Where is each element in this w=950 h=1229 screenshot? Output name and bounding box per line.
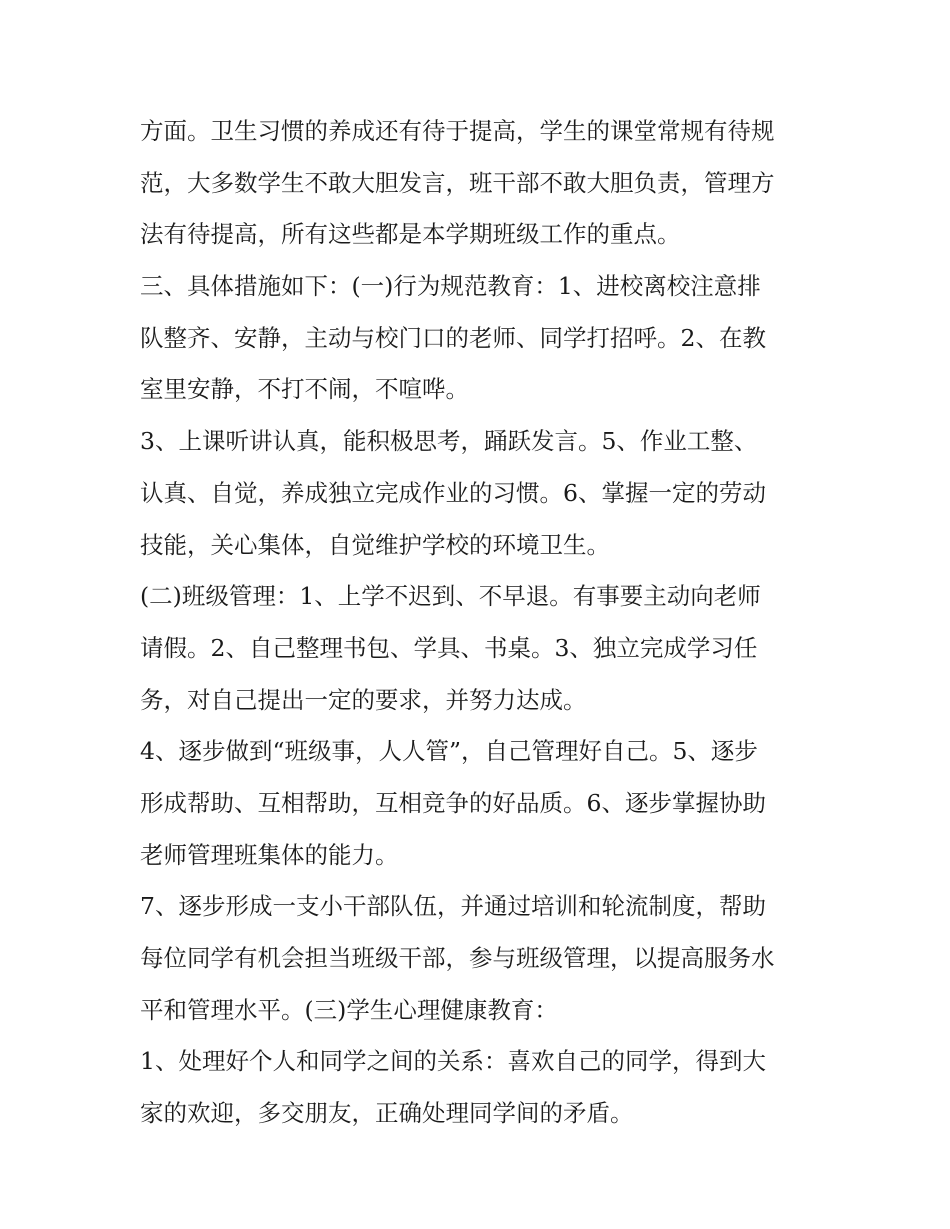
text-line: 认真、自觉，养成独立完成作业的习惯。6、掌握一定的劳动 xyxy=(140,478,766,507)
text-line: 法有待提高，所有这些都是本学期班级工作的重点。 xyxy=(140,220,681,249)
text-line: 技能，关心集体，自觉维护学校的环境卫生。 xyxy=(140,530,610,559)
text-line: 队整齐、安静，主动与校门口的老师、同学打招呼。2、在教 xyxy=(140,323,766,352)
text-line: 平和管理水平。(三)学生心理健康教育： xyxy=(140,995,558,1024)
text-line: 范，大多数学生不敢大胆发言，班干部不敢大胆负责，管理方 xyxy=(140,168,775,197)
text-line: 室里安静，不打不闹，不喧哗。 xyxy=(140,375,469,404)
text-line: (二)班级管理：1、上学不迟到、不早退。有事要主动向老师 xyxy=(140,582,761,611)
text-line: 务，对自己提出一定的要求，并努力达成。 xyxy=(140,685,587,714)
document-body xyxy=(140,106,820,1140)
text-line: 方面。卫生习惯的养成还有待于提高，学生的课堂常规有待规 xyxy=(140,117,775,145)
text-line: 每位同学有机会担当班级干部，参与班级管理，以提高服务水 xyxy=(140,944,775,972)
text-line: 形成帮助、互相帮助，互相竞争的好品质。6、逐步掌握协助 xyxy=(140,788,766,817)
text-line: 家的欢迎，多交朋友，正确处理同学间的矛盾。 xyxy=(140,1099,634,1128)
text-line: 三、具体措施如下：(一)行为规范教育：1、进校离校注意排 xyxy=(140,272,761,301)
text-line: 1、处理好个人和同学之间的关系：喜欢自己的同学，得到大 xyxy=(140,1047,766,1076)
text-line: 4、逐步做到“班级事，人人管”，自己管理好自己。5、逐步 xyxy=(140,737,758,766)
text-line: 3、上课听讲认真，能积极思考，踊跃发言。5、作业工整、 xyxy=(140,427,758,456)
text-line: 请假。2、自己整理书包、学具、书桌。3、独立完成学习任 xyxy=(140,633,758,662)
text-line: 老师管理班集体的能力。 xyxy=(140,840,399,869)
text-line: 7、逐步形成一支小干部队伍，并通过培训和轮流制度，帮助 xyxy=(140,892,766,921)
